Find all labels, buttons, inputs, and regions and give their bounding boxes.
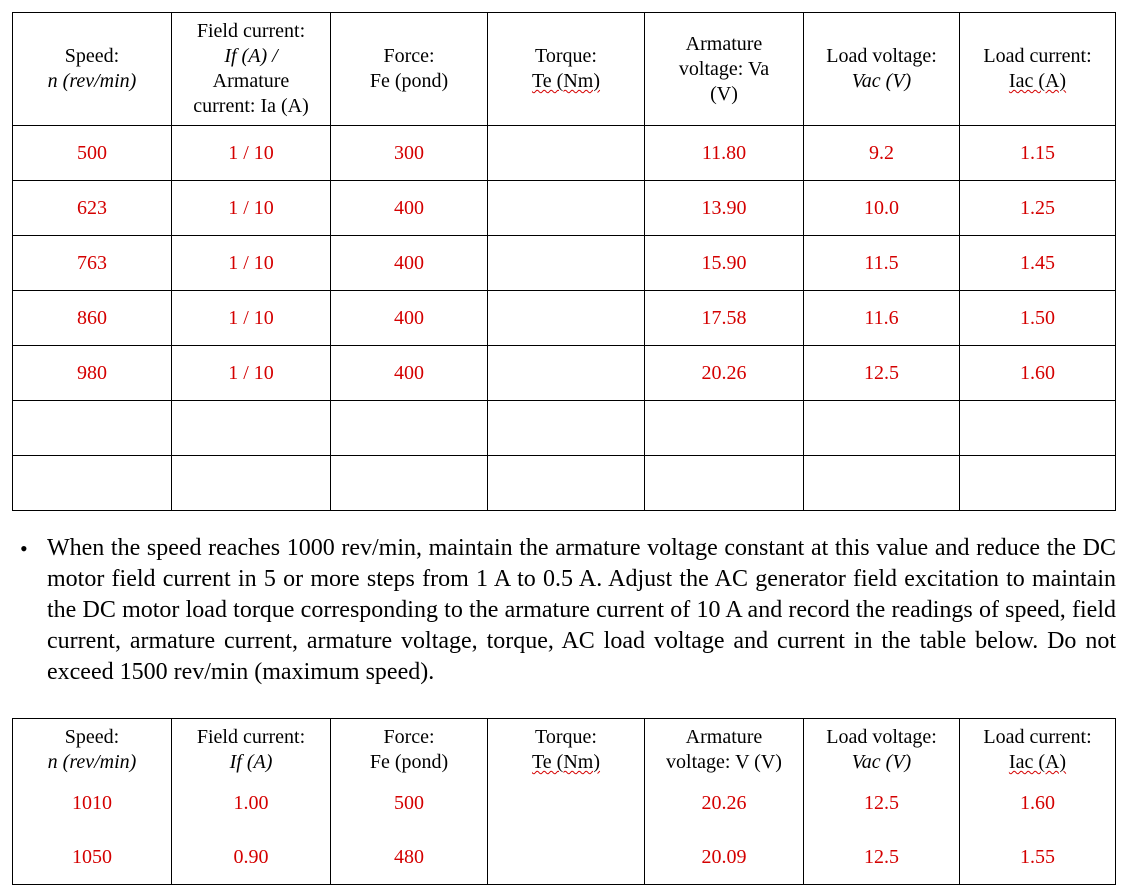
cell-field-current: 1 / 10: [172, 346, 331, 401]
cell-load-current: 1.50: [960, 291, 1116, 346]
cell-load-voltage: 12.5: [804, 777, 960, 831]
cell-force: [331, 456, 488, 511]
table-row-empty: [13, 401, 1116, 456]
header-load-current: Load current: Iac (A): [960, 719, 1116, 777]
cell-torque: [488, 236, 645, 291]
measurement-table-2: [12, 718, 1116, 885]
cell-load-voltage: 9.2: [804, 126, 960, 181]
header-force: Force: Fe (pond): [331, 719, 488, 777]
cell-load-current: 1.15: [960, 126, 1116, 181]
cell-force: 400: [331, 236, 488, 291]
table-row: [13, 777, 1116, 831]
header-torque: Torque: Te (Nm): [488, 13, 645, 126]
table-row: [13, 126, 1116, 181]
cell-force: 300: [331, 126, 488, 181]
header-torque: Torque: Te (Nm): [488, 719, 645, 777]
cell-armature-voltage: [645, 401, 804, 456]
cell-field-current: 1 / 10: [172, 181, 331, 236]
cell-force: 400: [331, 181, 488, 236]
cell-torque: [488, 401, 645, 456]
cell-torque: [488, 346, 645, 401]
cell-force: 480: [331, 831, 488, 885]
cell-armature-voltage: 17.58: [645, 291, 804, 346]
cell-torque: [488, 291, 645, 346]
cell-speed: 1050: [13, 831, 172, 885]
cell-speed: 763: [13, 236, 172, 291]
cell-speed: 500: [13, 126, 172, 181]
table2-header-row: [13, 719, 1116, 777]
instruction-text: When the speed reaches 1000 rev/min, maintain the armature voltage constant at this value and reduce the DC motor field current in 5 or more steps from 1 A to 0.5 A. Adjust the AC generator field excitation to maintain the DC motor load torque corresponding to the armature current of 10 A and record the readings of speed, field current, armature current, armature voltage, torque, AC load voltage and current in the table below. Do not exceed 1500 rev/min (maximum speed).: [47, 535, 1116, 685]
cell-force: 400: [331, 291, 488, 346]
cell-torque: [488, 831, 645, 885]
cell-torque: [488, 456, 645, 511]
cell-load-current: 1.60: [960, 346, 1116, 401]
cell-torque: [488, 777, 645, 831]
header-speed: Speed: n (rev/min): [13, 719, 172, 777]
table-row: [13, 346, 1116, 401]
cell-load-voltage: 12.5: [804, 346, 960, 401]
cell-load-current: 1.45: [960, 236, 1116, 291]
cell-armature-voltage: 20.26: [645, 777, 804, 831]
table-row: [13, 291, 1116, 346]
cell-field-current: [172, 401, 331, 456]
cell-field-current: 1 / 10: [172, 291, 331, 346]
bullet-icon: •: [20, 536, 28, 561]
cell-field-current: 1 / 10: [172, 126, 331, 181]
cell-load-voltage: 11.5: [804, 236, 960, 291]
cell-field-current: [172, 456, 331, 511]
cell-armature-voltage: 13.90: [645, 181, 804, 236]
header-field-armature-current: Field current: If (A) / Armature current: Ia (A): [172, 13, 331, 126]
cell-force: 400: [331, 346, 488, 401]
cell-load-voltage: [804, 401, 960, 456]
table-row-empty: [13, 456, 1116, 511]
header-field-current: Field current: If (A): [172, 719, 331, 777]
header-load-current: Load current: Iac (A): [960, 13, 1116, 126]
cell-armature-voltage: 20.09: [645, 831, 804, 885]
cell-force: [331, 401, 488, 456]
cell-field-current: 1 / 10: [172, 236, 331, 291]
cell-speed: 1010: [13, 777, 172, 831]
table1-header-row: [13, 13, 1116, 126]
cell-torque: [488, 181, 645, 236]
cell-torque: [488, 126, 645, 181]
cell-force: 500: [331, 777, 488, 831]
cell-speed: 623: [13, 181, 172, 236]
cell-load-current: 1.60: [960, 777, 1116, 831]
cell-armature-voltage: [645, 456, 804, 511]
table-row: [13, 236, 1116, 291]
table-row: [13, 181, 1116, 236]
cell-load-current: [960, 456, 1116, 511]
cell-field-current: 1.00: [172, 777, 331, 831]
header-armature-voltage: Armature voltage: Va (V): [645, 13, 804, 126]
instruction-note: [20, 533, 1116, 688]
header-force: Force: Fe (pond): [331, 13, 488, 126]
table-row: [13, 831, 1116, 885]
cell-speed: 860: [13, 291, 172, 346]
cell-armature-voltage: 11.80: [645, 126, 804, 181]
cell-speed: 980: [13, 346, 172, 401]
cell-speed: [13, 456, 172, 511]
cell-load-voltage: 11.6: [804, 291, 960, 346]
measurement-table-1: [12, 12, 1116, 511]
cell-load-voltage: [804, 456, 960, 511]
header-load-voltage: Load voltage: Vac (V): [804, 719, 960, 777]
header-armature-voltage: Armature voltage: V (V): [645, 719, 804, 777]
header-speed: Speed: n (rev/min): [13, 13, 172, 126]
cell-load-current: 1.55: [960, 831, 1116, 885]
cell-armature-voltage: 15.90: [645, 236, 804, 291]
cell-armature-voltage: 20.26: [645, 346, 804, 401]
header-load-voltage: Load voltage: Vac (V): [804, 13, 960, 126]
cell-load-voltage: 10.0: [804, 181, 960, 236]
cell-load-voltage: 12.5: [804, 831, 960, 885]
cell-load-current: 1.25: [960, 181, 1116, 236]
cell-load-current: [960, 401, 1116, 456]
cell-field-current: 0.90: [172, 831, 331, 885]
cell-speed: [13, 401, 172, 456]
